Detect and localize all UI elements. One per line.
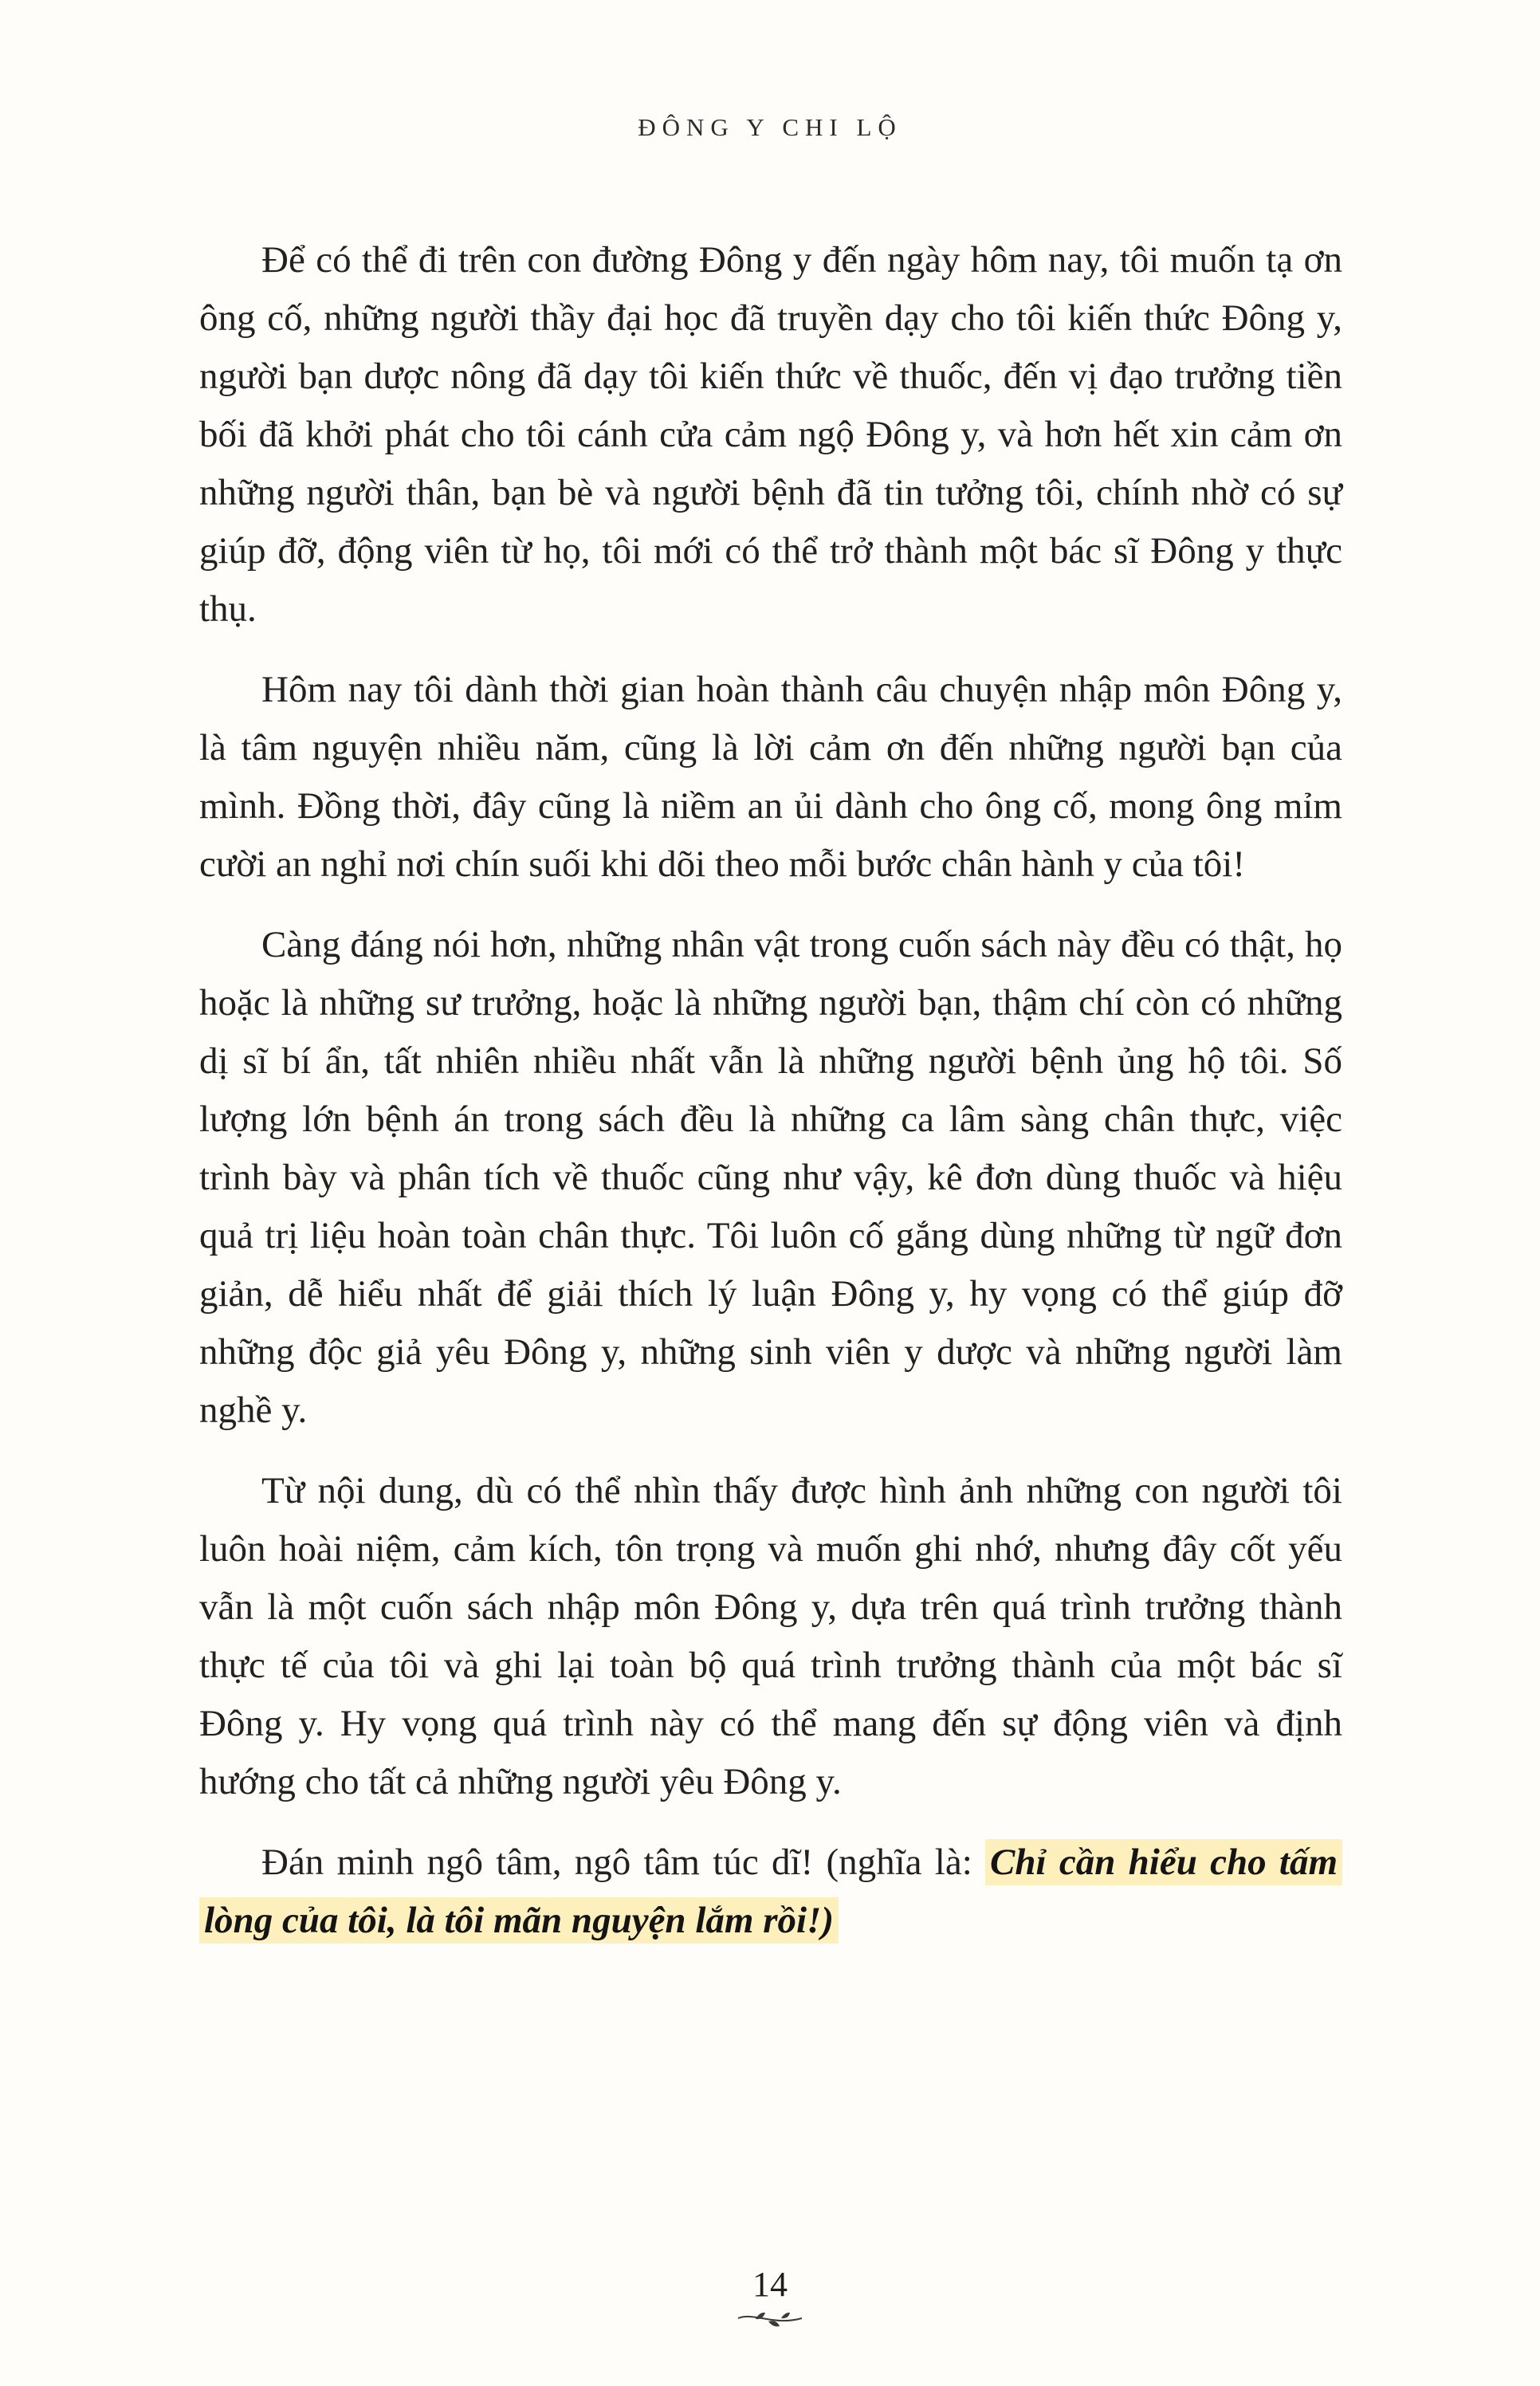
page-footer	[0, 2266, 1540, 2337]
body-paragraph: Hôm nay tôi dành thời gian hoàn thành câu chuyện nhập môn Đông y, là tâm nguyện nhiều năm, cũng là lời cảm ơn đến những người bạn của mình. Đồng thời, đây cũng là niềm an ủi dành cho ông cố, mong ông mỉm cười an nghỉ nơi chín suối khi dõi theo mỗi bước chân hành y của tôi!	[199, 669, 1342, 885]
page-number: 14	[752, 2264, 788, 2304]
body-paragraph-final	[199, 1834, 1342, 1950]
highlighted-phrase: Chỉ cần hiểu cho tấm lòng của tôi, là tôi mãn nguyện lắm rồi!)	[199, 1839, 1342, 1944]
leaf-flourish-icon	[0, 2309, 1540, 2337]
body-paragraph: Càng đáng nói hơn, những nhân vật trong cuốn sách này đều có thật, họ hoặc là những sư trưởng, hoặc là những người bạn, thậm chí còn có những dị sĩ bí ẩn, tất nhiên nhiều nhất vẫn là những người bệnh ủng hộ tôi. Số lượng lớn bệnh án trong sách đều là những ca lâm sàng chân thực, việc trình bày và phân tích về thuốc cũng như vậy, kê đơn dùng thuốc và hiệu quả trị liệu hoàn toàn chân thực. Tôi luôn cố gắng dùng những từ ngữ đơn giản, dễ hiểu nhất để giải thích lý luận Đông y, hy vọng có thể giúp đỡ những độc giả yêu Đông y, những sinh viên y dược và những người làm nghề y.	[199, 924, 1342, 1431]
final-paragraph-text: Đán minh ngô tâm, ngô tâm túc dĩ! (nghĩa là:	[261, 1842, 986, 1883]
body-paragraph: Để có thể đi trên con đường Đông y đến ngày hôm nay, tôi muốn tạ ơn ông cố, những người thầy đại học đã truyền dạy cho tôi kiến thức Đông y, người bạn dược nông đã dạy tôi kiến thức về thuốc, đến vị đạo trưởng tiền bối đã khởi phát cho tôi cánh cửa cảm ngộ Đông y, và hơn hết xin cảm ơn những người thân, bạn bè và người bệnh đã tin tưởng tôi, chính nhờ có sự giúp đỡ, động viên từ họ, tôi mới có thể trở thành một bác sĩ Đông y thực thụ.	[199, 239, 1342, 630]
running-header: ĐÔNG Y CHI LỘ	[638, 113, 902, 141]
body-paragraph: Từ nội dung, dù có thể nhìn thấy được hình ảnh những con người tôi luôn hoài niệm, cảm kích, tôn trọng và muốn ghi nhớ, nhưng đây cốt yếu vẫn là một cuốn sách nhập môn Đông y, dựa trên quá trình trưởng thành thực tế của tôi và ghi lại toàn bộ quá trình trưởng thành của một bác sĩ Đông y. Hy vọng quá trình này có thể mang đến sự động viên và định hướng cho tất cả những người yêu Đông y.	[199, 1470, 1342, 1802]
page-content	[199, 231, 1342, 1950]
